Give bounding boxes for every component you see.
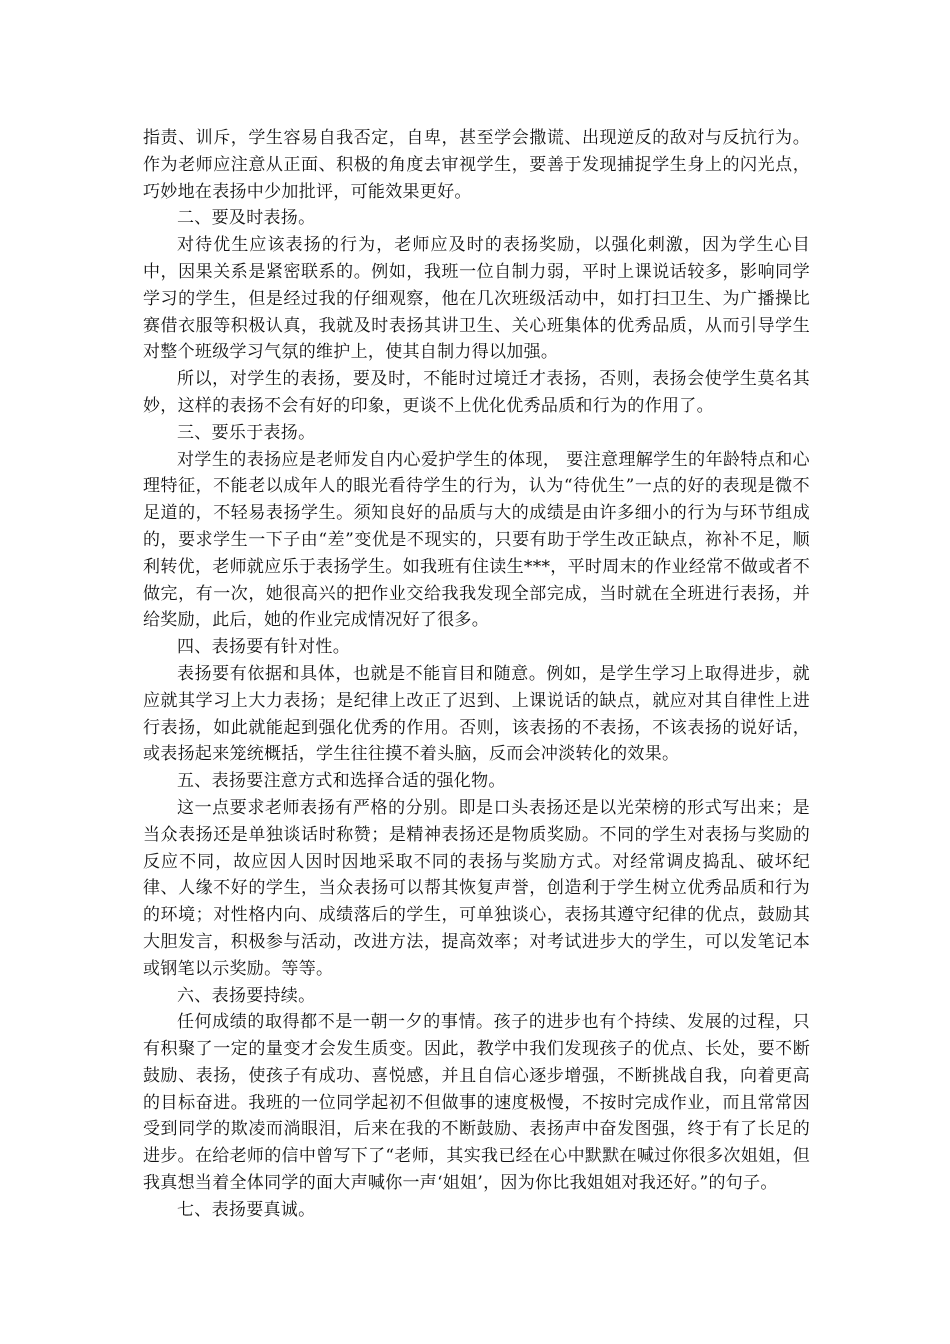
section-heading: 六、表扬要持续。 (177, 985, 316, 1006)
body-paragraph: 指责、训斥，学生容易自我否定，自卑，甚至学会撒谎、出现逆反的敌对与反抗行为。作为老师应注意从正面、积极的角度去审视学生，要善于发现捕捉学生身上的闪光点，巧妙地在表扬中少加批评，可能效果更好。 (143, 128, 810, 202)
body-paragraph: 所以，对学生的表扬，要及时，不能时过境迁才表扬，否则，表扬会使学生莫名其妙，这样的表扬不会有好的印象，更谈不上优化优秀品质和行为的作用了。 (143, 369, 810, 416)
body-paragraph: 表扬要有依据和具体，也就是不能盲目和随意。例如，是学生学习上取得进步，就应就其学习上大力表扬；是纪律上改正了迟到、上课说话的缺点，就应对其自律性上进行表扬，如此就能起到强化优秀的作用。否则，该表扬的不表扬，不该表扬的说好话，或表扬起来笼统概括，学生往往摸不着头脑，反而会冲淡转化的效果。 (143, 663, 810, 765)
section-heading: 七、表扬要真诚。 (177, 1199, 316, 1220)
section-heading: 五、表扬要注意方式和选择合适的强化物。 (177, 771, 506, 792)
body-paragraph: 任何成绩的取得都不是一朝一夕的事情。孩子的进步也有个持续、发展的过程，只有积聚了一定的量变才会发生质变。因此，教学中我们发现孩子的优点、长处，要不断鼓励、表扬，使孩子有成功、喜悦感，并且自信心逐步增强，不断挑战自我，向着更高的目标奋进。我班的一位同学起初不但做事的速度极慢，不按时完成作业，而且常常因受到同学的欺凌而淌眼泪，后来在我的不断鼓励、表扬声中奋发图强，终于有了长足的进步。在给老师的信中曾写下了“老师，其实我已经在心中默默在喊过你很多次姐姐，但我真想当着全体同学的面大声喊你一声‘姐姐’，因为你比我姐姐对我还好。”的句子。 (143, 1012, 810, 1194)
document-body (143, 125, 810, 1224)
section-heading: 二、要及时表扬。 (177, 208, 316, 229)
section-heading: 三、要乐于表扬。 (177, 422, 316, 443)
section-heading: 四、表扬要有针对性。 (177, 637, 350, 658)
body-paragraph: 对学生的表扬应是老师发自内心爱护学生的体现， 要注意理解学生的年龄特点和心理特征，不能老以成年人的眼光看待学生的行为，认为“待优生”一点的好的表现是微不足道的，不轻易表扬学生。须知良好的品质与大的成绩是由许多细小的行为与环节组成的，要求学生一下子由“差”变优是不现实的，只要有助于学生改正缺点，祢补不足，顺利转优，老师就应乐于表扬学生。如我班有住读生***，平时周末的作业经常不做或者不做完，有一次，她很高兴的把作业交给我我发现全部完成，当时就在全班进行表扬，并给奖励，此后，她的作业完成情况好了很多。 (143, 449, 810, 631)
body-paragraph: 这一点要求老师表扬有严格的分别。即是口头表扬还是以光荣榜的形式写出来；是当众表扬还是单独谈话时称赞；是精神表扬还是物质奖励。不同的学生对表扬与奖励的反应不同，故应因人因时因地采取不同的表扬与奖励方式。对经常调皮捣乱、破坏纪律、人缘不好的学生，当众表扬可以帮其恢复声誉，创造利于学生树立优秀品质和行为的环境；对性格内向、成绩落后的学生，可单独谈心，表扬其遵守纪律的优点，鼓励其大胆发言，积极参与活动，改进方法，提高效率；对考试进步大的学生，可以发笔记本或钢笔以示奖励。等等。 (143, 797, 810, 979)
body-paragraph: 对待优生应该表扬的行为，老师应及时的表扬奖励，以强化刺激，因为学生心目中，因果关系是紧密联系的。例如，我班一位自制力弱，平时上课说话较多，影响同学学习的学生，但是经过我的仔细观察，他在几次班级活动中，如打扫卫生、为广播操比赛借衣服等积极认真，我就及时表扬其讲卫生、关心班集体的优秀品质，从而引导学生对整个班级学习气氛的维护上，使其自制力得以加强。 (143, 235, 810, 363)
